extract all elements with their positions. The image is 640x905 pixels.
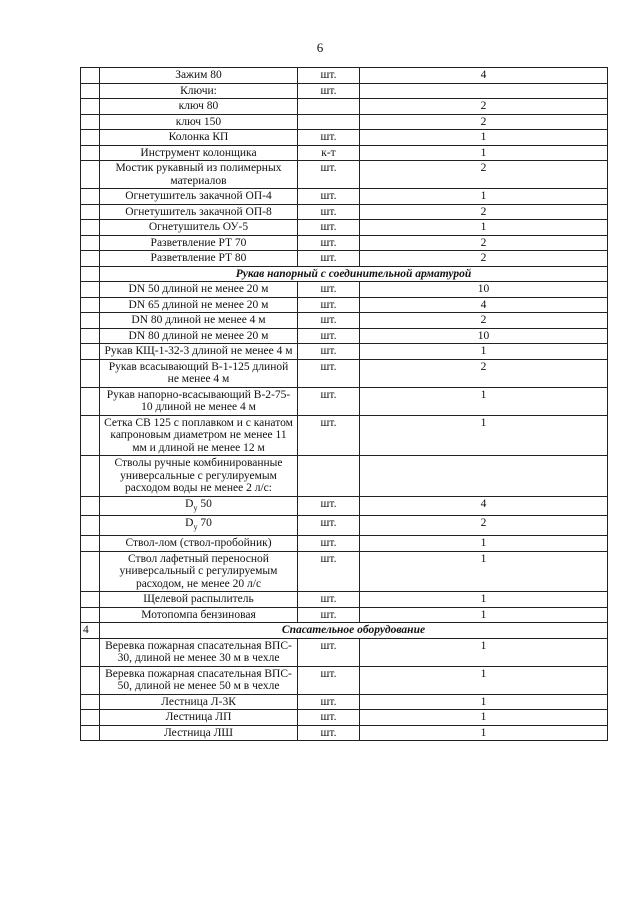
quantity-cell: 10 bbox=[360, 282, 608, 298]
table-row bbox=[81, 496, 608, 516]
quantity-cell: 1 bbox=[360, 344, 608, 360]
table-row bbox=[81, 344, 608, 360]
item-name-cell: DN 80 длиной не менее 4 м bbox=[100, 313, 298, 329]
number-cell bbox=[81, 297, 100, 313]
number-cell bbox=[81, 516, 100, 536]
quantity-cell: 2 bbox=[360, 114, 608, 130]
item-name-cell: Веревка пожарная спасательная ВПС- 30, длиной не менее 30 м в чехле bbox=[100, 638, 298, 666]
quantity-cell: 1 bbox=[360, 189, 608, 205]
item-name-cell: Ключи: bbox=[100, 83, 298, 99]
item-name-cell: Ствол лафетный переносной универсальный с регулируемым расходом, не менее 20 л/с bbox=[100, 551, 298, 592]
item-name-cell: Огнетушитель ОУ-5 bbox=[100, 220, 298, 236]
quantity-cell: 1 bbox=[360, 551, 608, 592]
section-header-row bbox=[81, 623, 608, 639]
table-row bbox=[81, 516, 608, 536]
number-cell bbox=[81, 415, 100, 456]
number-cell bbox=[81, 313, 100, 329]
item-name-cell: ключ 150 bbox=[100, 114, 298, 130]
table-row bbox=[81, 551, 608, 592]
section-number: 4 bbox=[81, 623, 100, 639]
item-name-cell: Зажим 80 bbox=[100, 68, 298, 84]
item-name-cell: Разветвление РТ 80 bbox=[100, 251, 298, 267]
quantity-cell: 1 bbox=[360, 710, 608, 726]
unit-cell: шт. bbox=[298, 359, 360, 387]
item-name-cell: Мотопомпа бензиновая bbox=[100, 607, 298, 623]
number-cell bbox=[81, 145, 100, 161]
quantity-cell: 10 bbox=[360, 328, 608, 344]
item-name-cell: Лестница Л-3К bbox=[100, 694, 298, 710]
quantity-cell: 1 bbox=[360, 387, 608, 415]
unit-cell: шт. bbox=[298, 235, 360, 251]
number-cell bbox=[81, 99, 100, 115]
quantity-cell: 4 bbox=[360, 297, 608, 313]
quantity-cell: 1 bbox=[360, 130, 608, 146]
quantity-cell: 2 bbox=[360, 313, 608, 329]
item-name-cell: Лестница ЛШ bbox=[100, 725, 298, 741]
unit-cell bbox=[298, 99, 360, 115]
item-name-cell: $D_у$ 70 bbox=[100, 516, 298, 536]
number-cell bbox=[81, 83, 100, 99]
page-number: 6 bbox=[316, 40, 324, 55]
table-row bbox=[81, 297, 608, 313]
quantity-cell bbox=[360, 456, 608, 497]
table-row bbox=[81, 282, 608, 298]
item-name-cell: Рукав напорно-всасывающий В-2-75- 10 длиной не менее 4 м bbox=[100, 387, 298, 415]
table-row bbox=[81, 387, 608, 415]
item-name-cell: Ствол-лом (ствол-пробойник) bbox=[100, 536, 298, 552]
unit-cell: шт. bbox=[298, 725, 360, 741]
unit-cell bbox=[298, 114, 360, 130]
quantity-cell: 2 bbox=[360, 204, 608, 220]
unit-cell: шт. bbox=[298, 282, 360, 298]
item-name-cell: Колонка КП bbox=[100, 130, 298, 146]
number-cell bbox=[81, 725, 100, 741]
item-name-cell: DN 65 длиной не менее 20 м bbox=[100, 297, 298, 313]
unit-cell: шт. bbox=[298, 83, 360, 99]
number-cell bbox=[81, 536, 100, 552]
unit-cell: шт. bbox=[298, 220, 360, 236]
quantity-cell: 1 bbox=[360, 694, 608, 710]
unit-cell: шт. bbox=[298, 161, 360, 189]
quantity-cell: 1 bbox=[360, 415, 608, 456]
number-cell bbox=[81, 189, 100, 205]
unit-cell: шт. bbox=[298, 710, 360, 726]
unit-cell: шт. bbox=[298, 607, 360, 623]
table-row bbox=[81, 725, 608, 741]
quantity-cell: 1 bbox=[360, 536, 608, 552]
table-row bbox=[81, 189, 608, 205]
number-cell bbox=[81, 68, 100, 84]
unit-cell: к-т bbox=[298, 145, 360, 161]
unit-cell: шт. bbox=[298, 344, 360, 360]
number-cell bbox=[81, 387, 100, 415]
number-cell bbox=[81, 456, 100, 497]
quantity-cell: 2 bbox=[360, 251, 608, 267]
item-name-cell: Мостик рукавный из полимерных материалов bbox=[100, 161, 298, 189]
number-cell bbox=[81, 235, 100, 251]
table-row bbox=[81, 99, 608, 115]
table-row bbox=[81, 130, 608, 146]
table-row bbox=[81, 710, 608, 726]
number-cell bbox=[81, 496, 100, 516]
number-cell bbox=[81, 666, 100, 694]
number-cell bbox=[81, 251, 100, 267]
number-cell bbox=[81, 344, 100, 360]
table-row bbox=[81, 456, 608, 497]
item-name-cell: ключ 80 bbox=[100, 99, 298, 115]
unit-cell: шт. bbox=[298, 328, 360, 344]
unit-cell: шт. bbox=[298, 387, 360, 415]
number-cell bbox=[81, 694, 100, 710]
table-row bbox=[81, 204, 608, 220]
table-row bbox=[81, 359, 608, 387]
unit-cell: шт. bbox=[298, 415, 360, 456]
section-title: Спасательное оборудование bbox=[100, 623, 608, 639]
quantity-cell: 2 bbox=[360, 359, 608, 387]
number-cell bbox=[81, 266, 100, 282]
item-name-cell: Огнетушитель закачной ОП-4 bbox=[100, 189, 298, 205]
number-cell bbox=[81, 130, 100, 146]
unit-cell: шт. bbox=[298, 297, 360, 313]
number-cell bbox=[81, 282, 100, 298]
quantity-cell: 1 bbox=[360, 666, 608, 694]
table-row bbox=[81, 114, 608, 130]
quantity-cell: 1 bbox=[360, 725, 608, 741]
number-cell bbox=[81, 204, 100, 220]
quantity-cell: 4 bbox=[360, 68, 608, 84]
quantity-cell: 1 bbox=[360, 607, 608, 623]
item-name-cell: Веревка пожарная спасательная ВПС- 50, длиной не менее 50 м в чехле bbox=[100, 666, 298, 694]
item-name-cell: Сетка СВ 125 с поплавком и с канатом капроновым диаметром не менее 11 мм и длиной не менее 12 м bbox=[100, 415, 298, 456]
number-cell bbox=[81, 592, 100, 608]
unit-cell: шт. bbox=[298, 204, 360, 220]
table-row bbox=[81, 220, 608, 236]
table-row bbox=[81, 638, 608, 666]
section-title: Рукав напорный с соединительной арматурой bbox=[100, 266, 608, 282]
quantity-cell: 2 bbox=[360, 235, 608, 251]
number-cell bbox=[81, 328, 100, 344]
unit-cell: шт. bbox=[298, 251, 360, 267]
table-row bbox=[81, 313, 608, 329]
item-name-cell: DN 50 длиной не менее 20 м bbox=[100, 282, 298, 298]
number-cell bbox=[81, 638, 100, 666]
unit-cell: шт. bbox=[298, 189, 360, 205]
item-name-cell: Рукав всасывающий В-1-125 длиной не менее 4 м bbox=[100, 359, 298, 387]
number-cell bbox=[81, 161, 100, 189]
table-row bbox=[81, 161, 608, 189]
table-row bbox=[81, 83, 608, 99]
quantity-cell: 2 bbox=[360, 161, 608, 189]
table-row bbox=[81, 592, 608, 608]
unit-cell: шт. bbox=[298, 592, 360, 608]
item-name-cell: Инструмент колонщика bbox=[100, 145, 298, 161]
item-name-cell: DN 80 длиной не менее 20 м bbox=[100, 328, 298, 344]
quantity-cell: 1 bbox=[360, 220, 608, 236]
table-row bbox=[81, 235, 608, 251]
item-name-cell: Рукав КЩ-1-32-3 длиной не менее 4 м bbox=[100, 344, 298, 360]
number-cell bbox=[81, 359, 100, 387]
unit-cell: шт. bbox=[298, 130, 360, 146]
item-name-cell: Разветвление РТ 70 bbox=[100, 235, 298, 251]
unit-cell: шт. bbox=[298, 694, 360, 710]
item-name-cell: $D_у$ 50 bbox=[100, 496, 298, 516]
item-name-cell: Огнетушитель закачной ОП-8 bbox=[100, 204, 298, 220]
unit-cell: шт. bbox=[298, 516, 360, 536]
item-name-cell: Стволы ручные комбинированные универсальные с регулируемым расходом воды не менее 2 л/с: bbox=[100, 456, 298, 497]
table-row bbox=[81, 415, 608, 456]
number-cell bbox=[81, 114, 100, 130]
table-row bbox=[81, 607, 608, 623]
unit-cell: шт. bbox=[298, 551, 360, 592]
table-row bbox=[81, 68, 608, 84]
equipment-table bbox=[80, 67, 608, 741]
unit-cell: шт. bbox=[298, 666, 360, 694]
quantity-cell: 1 bbox=[360, 145, 608, 161]
table-row bbox=[81, 251, 608, 267]
table-row bbox=[81, 666, 608, 694]
item-name-cell: Лестница ЛП bbox=[100, 710, 298, 726]
unit-cell: шт. bbox=[298, 313, 360, 329]
number-cell bbox=[81, 710, 100, 726]
item-name-cell: Щелевой распылитель bbox=[100, 592, 298, 608]
unit-cell: шт. bbox=[298, 638, 360, 666]
number-cell bbox=[81, 607, 100, 623]
unit-cell: шт. bbox=[298, 536, 360, 552]
section-header-row bbox=[81, 266, 608, 282]
table-row bbox=[81, 328, 608, 344]
number-cell bbox=[81, 220, 100, 236]
quantity-cell: 1 bbox=[360, 638, 608, 666]
table-row bbox=[81, 694, 608, 710]
quantity-cell: 2 bbox=[360, 516, 608, 536]
unit-cell: шт. bbox=[298, 496, 360, 516]
quantity-cell: 1 bbox=[360, 592, 608, 608]
table-row bbox=[81, 145, 608, 161]
table-row bbox=[81, 536, 608, 552]
quantity-cell: 4 bbox=[360, 496, 608, 516]
unit-cell: шт. bbox=[298, 68, 360, 84]
unit-cell bbox=[298, 456, 360, 497]
number-cell bbox=[81, 551, 100, 592]
quantity-cell bbox=[360, 83, 608, 99]
quantity-cell: 2 bbox=[360, 99, 608, 115]
